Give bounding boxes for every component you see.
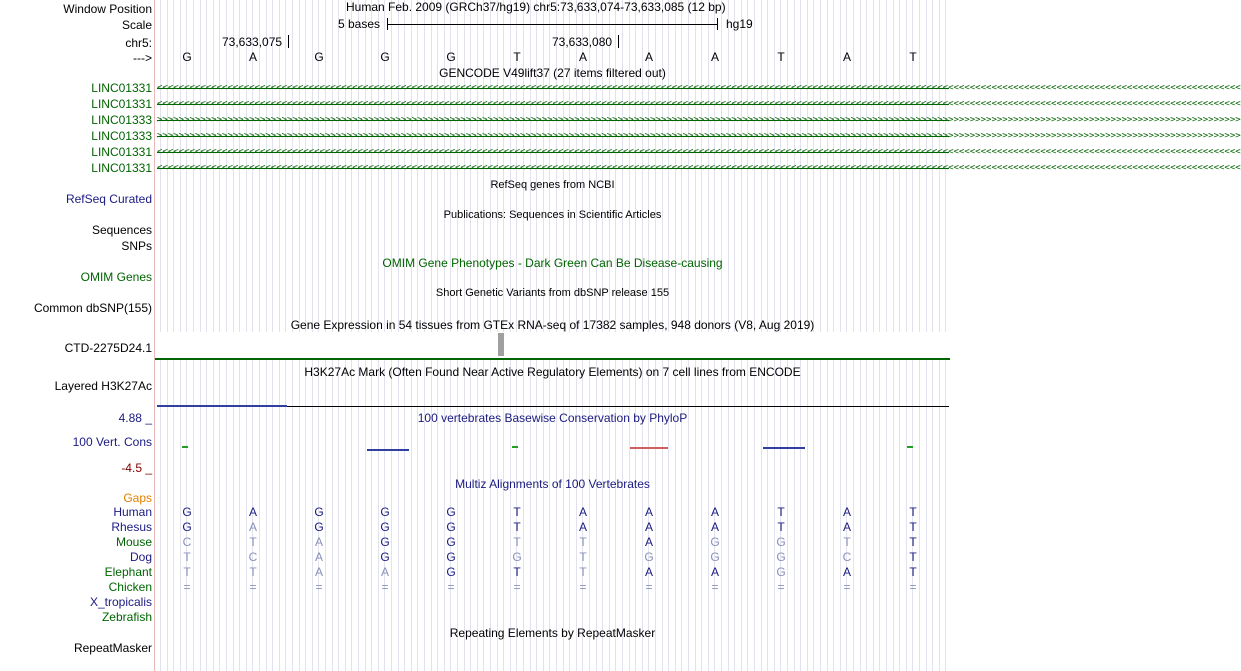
alignment-base: T xyxy=(513,535,521,549)
alignment-base: G xyxy=(776,565,786,579)
gencode-item-label[interactable]: LINC01333 xyxy=(91,113,152,127)
alignment-base: G xyxy=(182,505,192,519)
alignment-base: T xyxy=(909,505,917,519)
alignment-base: T xyxy=(579,535,587,549)
dna-base: G xyxy=(380,50,390,64)
alignment-base: = xyxy=(447,580,455,594)
h3k27ac-signal xyxy=(157,405,287,407)
species-label[interactable]: Rhesus xyxy=(111,520,152,534)
strand-left-arrow-icon: <<<<<<<<<<<<<<<<<<<<<<<<<<<<<<<<<<<<<<<<<<<<<<<<<<<<<<<<<<<<<<<<<<<<<<<<<<<<<<<<<<<<<<<<<<<<<<<<<<<<<<<<<<<<<<<<<<<<<<<<<<<<<<<<<<<<<<<<<<<<<<<<<<<<<<<<<<<<<<<<<<<<<<<<<<<<<<<<<<<<<<<<<<<<<<<<<<<<<<<< xyxy=(157,147,1241,157)
dna-base: A xyxy=(842,50,851,64)
alignment-base: G xyxy=(512,550,522,564)
alignment-base: A xyxy=(578,520,587,534)
alignment-base: T xyxy=(249,535,257,549)
alignment-base: A xyxy=(248,520,257,534)
alignment-base: A xyxy=(842,505,851,519)
alignment-base: A xyxy=(314,550,323,564)
gencode-transcript[interactable] xyxy=(157,83,1241,93)
cons-mark xyxy=(367,449,409,451)
alignment-base: = xyxy=(183,580,191,594)
alignment-base: G xyxy=(710,550,720,564)
dna-base: A xyxy=(248,50,257,64)
alignment-base: T xyxy=(183,565,191,579)
repeatmasker-title[interactable]: Repeating Elements by RepeatMasker xyxy=(449,626,656,640)
alignment-base: G xyxy=(314,505,324,519)
dna-base: T xyxy=(909,50,917,64)
alignment-base: A xyxy=(380,565,389,579)
alignment-base: = xyxy=(249,580,257,594)
alignment-base: G xyxy=(380,535,390,549)
ruler-label: chr5: xyxy=(125,36,152,50)
species-label[interactable]: X_tropicalis xyxy=(89,595,152,609)
h3k27ac-label[interactable]: Layered H3K27Ac xyxy=(54,379,152,393)
alignment-base: G xyxy=(446,505,456,519)
scale-bar xyxy=(387,18,718,30)
alignment-base: T xyxy=(909,535,917,549)
alignment-base: A xyxy=(842,520,851,534)
alignment-base: = xyxy=(381,580,389,594)
alignment-base: T xyxy=(183,550,191,564)
alignment-base: T xyxy=(513,520,521,534)
strand-left-arrow-icon: <<<<<<<<<<<<<<<<<<<<<<<<<<<<<<<<<<<<<<<<<<<<<<<<<<<<<<<<<<<<<<<<<<<<<<<<<<<<<<<<<<<<<<<<<<<<<<<<<<<<<<<<<<<<<<<<<<<<<<<<<<<<<<<<<<<<<<<<<<<<<<<<<<<<<<<<<<<<<<<<<<<<<<<<<<<<<<<<<<<<<<<<<<<<<<<<<<<<<<<< xyxy=(157,83,1241,93)
alignment-base: T xyxy=(579,550,587,564)
species-label[interactable]: Dog xyxy=(129,550,152,564)
gencode-item-label[interactable]: LINC01331 xyxy=(91,161,152,175)
species-label[interactable]: Human xyxy=(113,505,152,519)
alignment-base: = xyxy=(645,580,653,594)
scale-assembly: hg19 xyxy=(726,17,753,31)
refseq-label[interactable]: RefSeq Curated xyxy=(65,192,152,206)
h3k27ac-title[interactable]: H3K27Ac Mark (Often Found Near Active Regulatory Elements) on 7 cell lines from ENCODE xyxy=(304,365,801,379)
cons-title[interactable]: 100 vertebrates Basewise Conservation by PhyloP xyxy=(417,411,688,425)
alignment-base: T xyxy=(777,505,785,519)
strand-right-arrow-icon: >>>>>>>>>>>>>>>>>>>>>>>>>>>>>>>>>>>>>>>>>>>>>>>>>>>>>>>>>>>>>>>>>>>>>>>>>>>>>>>>>>>>>>>>>>>>>>>>>>>>>>>>>>>>>>>>>>>>>>>>>>>>>>>>>>>>>>>>>>>>>>>>>>>>>>>>>>>>>>>>>>>>>>>>>>>>>>>>>>>>>>>>>>>>>>>>>>>>>>>> xyxy=(157,115,1241,125)
gencode-item-label[interactable]: LINC01333 xyxy=(91,129,152,143)
alignment-base: G xyxy=(446,520,456,534)
cons-mark xyxy=(630,447,668,449)
repeatmasker-label[interactable]: RepeatMasker xyxy=(73,641,152,655)
alignment-base: T xyxy=(513,565,521,579)
alignment-base: G xyxy=(446,550,456,564)
species-label[interactable]: Elephant xyxy=(104,565,152,579)
window-position-text: Human Feb. 2009 (GRCh37/hg19) chr5:73,633,074-73,633,085 (12 bp) xyxy=(346,0,726,14)
alignment-base: T xyxy=(579,565,587,579)
cons-track[interactable] xyxy=(155,440,950,456)
dna-base: G xyxy=(446,50,456,64)
gencode-transcript[interactable] xyxy=(157,131,1241,141)
omim-title[interactable]: OMIM Gene Phenotypes - Dark Green Can Be Disease-causing xyxy=(382,256,723,270)
alignment-base: G xyxy=(314,520,324,534)
gtex-panel[interactable] xyxy=(155,332,950,359)
ruler-tick-1: 73,633,075 xyxy=(222,35,283,49)
alignment-base: T xyxy=(249,565,257,579)
species-label[interactable]: Mouse xyxy=(115,535,152,549)
alignment-base: = xyxy=(909,580,917,594)
refseq-title[interactable]: RefSeq genes from NCBI xyxy=(490,179,615,191)
alignment-base: T xyxy=(909,550,917,564)
alignment-base: A xyxy=(644,505,653,519)
strand-left-arrow-icon: <<<<<<<<<<<<<<<<<<<<<<<<<<<<<<<<<<<<<<<<<<<<<<<<<<<<<<<<<<<<<<<<<<<<<<<<<<<<<<<<<<<<<<<<<<<<<<<<<<<<<<<<<<<<<<<<<<<<<<<<<<<<<<<<<<<<<<<<<<<<<<<<<<<<<<<<<<<<<<<<<<<<<<<<<<<<<<<<<<<<<<<<<<<<<<<<<<<<<<<< xyxy=(157,99,1241,109)
sequences-label[interactable]: Sequences xyxy=(91,223,152,237)
cons-max: 4.88 _ xyxy=(118,411,152,425)
gencode-transcript[interactable] xyxy=(157,115,1241,125)
dbsnp-title[interactable]: Short Genetic Variants from dbSNP release 155 xyxy=(435,287,670,299)
ruler-tick-2: 73,633,080 xyxy=(552,35,613,49)
alignment-base: G xyxy=(776,550,786,564)
gencode-item-label[interactable]: LINC01331 xyxy=(91,145,152,159)
strand-left-arrow-icon: <<<<<<<<<<<<<<<<<<<<<<<<<<<<<<<<<<<<<<<<<<<<<<<<<<<<<<<<<<<<<<<<<<<<<<<<<<<<<<<<<<<<<<<<<<<<<<<<<<<<<<<<<<<<<<<<<<<<<<<<<<<<<<<<<<<<<<<<<<<<<<<<<<<<<<<<<<<<<<<<<<<<<<<<<<<<<<<<<<<<<<<<<<<<<<<<<<<<<<<< xyxy=(157,163,1241,173)
alignment-base: C xyxy=(842,550,852,564)
alignment-base: A xyxy=(842,565,851,579)
gtex-gene-line xyxy=(155,358,950,360)
alignment-base: G xyxy=(446,565,456,579)
alignment-base: A xyxy=(710,520,719,534)
ruler-tick-1-mark xyxy=(288,35,289,48)
alignment-base: A xyxy=(710,505,719,519)
dna-sequence xyxy=(0,50,950,64)
window-position-label: Window Position xyxy=(63,2,152,16)
strand-label[interactable]: ---> xyxy=(133,51,152,65)
alignment-base: A xyxy=(710,565,719,579)
alignment-base: G xyxy=(644,550,654,564)
alignment-base: T xyxy=(909,565,917,579)
gencode-transcript[interactable] xyxy=(157,99,1241,109)
alignment-base: C xyxy=(248,550,258,564)
gencode-item-label[interactable]: LINC01331 xyxy=(91,81,152,95)
alignment-base: G xyxy=(380,505,390,519)
alignment-base: = xyxy=(579,580,587,594)
cons-mark xyxy=(512,446,518,448)
cons-min: -4.5 _ xyxy=(121,461,152,475)
gencode-item-label[interactable]: LINC01331 xyxy=(91,97,152,111)
alignment-base: = xyxy=(711,580,719,594)
alignment-base: A xyxy=(644,520,653,534)
alignment-base: = xyxy=(777,580,785,594)
alignment-base: A xyxy=(644,565,653,579)
alignment-base: G xyxy=(182,520,192,534)
alignment-base: G xyxy=(446,535,456,549)
cons-label[interactable]: 100 Vert. Cons xyxy=(72,435,152,449)
alignment-base: A xyxy=(314,535,323,549)
gaps-label[interactable]: Gaps xyxy=(123,491,152,505)
snps-label[interactable]: SNPs xyxy=(121,239,152,253)
dna-base: G xyxy=(314,50,324,64)
publications-title[interactable]: Publications: Sequences in Scientific Articles xyxy=(443,209,662,221)
alignment-base: A xyxy=(644,535,653,549)
scale-label: Scale xyxy=(121,18,152,32)
gtex-expression-bar[interactable] xyxy=(498,333,504,356)
cons-mark xyxy=(763,447,805,449)
alignment-base: = xyxy=(843,580,851,594)
gencode-transcript[interactable] xyxy=(157,163,1241,173)
alignment-base: G xyxy=(776,535,786,549)
scale-left-text: 5 bases xyxy=(338,17,381,31)
alignment-base: G xyxy=(380,520,390,534)
alignment-base: T xyxy=(777,520,785,534)
dbsnp-label[interactable]: Common dbSNP(155) xyxy=(33,301,152,315)
alignment-base: G xyxy=(380,550,390,564)
alignment-base: G xyxy=(710,535,720,549)
alignment-base: A xyxy=(314,565,323,579)
gtex-label[interactable]: CTD-2275D24.1 xyxy=(64,341,152,355)
multiz-title[interactable]: Multiz Alignments of 100 Vertebrates xyxy=(455,477,650,491)
dna-base: T xyxy=(513,50,521,64)
alignment-base: T xyxy=(909,520,917,534)
alignment-base: T xyxy=(843,535,851,549)
alignment-base: A xyxy=(578,505,587,519)
gencode-transcript[interactable] xyxy=(157,147,1241,157)
strand-right-arrow-icon: >>>>>>>>>>>>>>>>>>>>>>>>>>>>>>>>>>>>>>>>>>>>>>>>>>>>>>>>>>>>>>>>>>>>>>>>>>>>>>>>>>>>>>>>>>>>>>>>>>>>>>>>>>>>>>>>>>>>>>>>>>>>>>>>>>>>>>>>>>>>>>>>>>>>>>>>>>>>>>>>>>>>>>>>>>>>>>>>>>>>>>>>>>>>>>>>>>>>>>>> xyxy=(157,131,1241,141)
alignment-base: C xyxy=(182,535,192,549)
alignment-base: = xyxy=(513,580,521,594)
species-label[interactable]: Chicken xyxy=(108,580,152,594)
dna-base: A xyxy=(578,50,587,64)
dna-base: A xyxy=(710,50,719,64)
dna-base: A xyxy=(644,50,653,64)
dna-base: G xyxy=(182,50,192,64)
alignment-base: = xyxy=(315,580,323,594)
cons-mark xyxy=(182,446,188,448)
omim-label[interactable]: OMIM Genes xyxy=(80,270,152,284)
gtex-title[interactable]: Gene Expression in 54 tissues from GTEx RNA-seq of 17382 samples, 948 donors (V8, Aug 2019) xyxy=(290,318,815,332)
ruler-tick-2-mark xyxy=(618,35,619,48)
species-label[interactable]: Zebrafish xyxy=(101,610,152,624)
gencode-title[interactable]: GENCODE V49lift37 (27 items filtered out) xyxy=(439,66,666,80)
dna-base: T xyxy=(777,50,785,64)
alignment-base: A xyxy=(248,505,257,519)
cons-mark xyxy=(907,446,913,448)
alignment-base: T xyxy=(513,505,521,519)
